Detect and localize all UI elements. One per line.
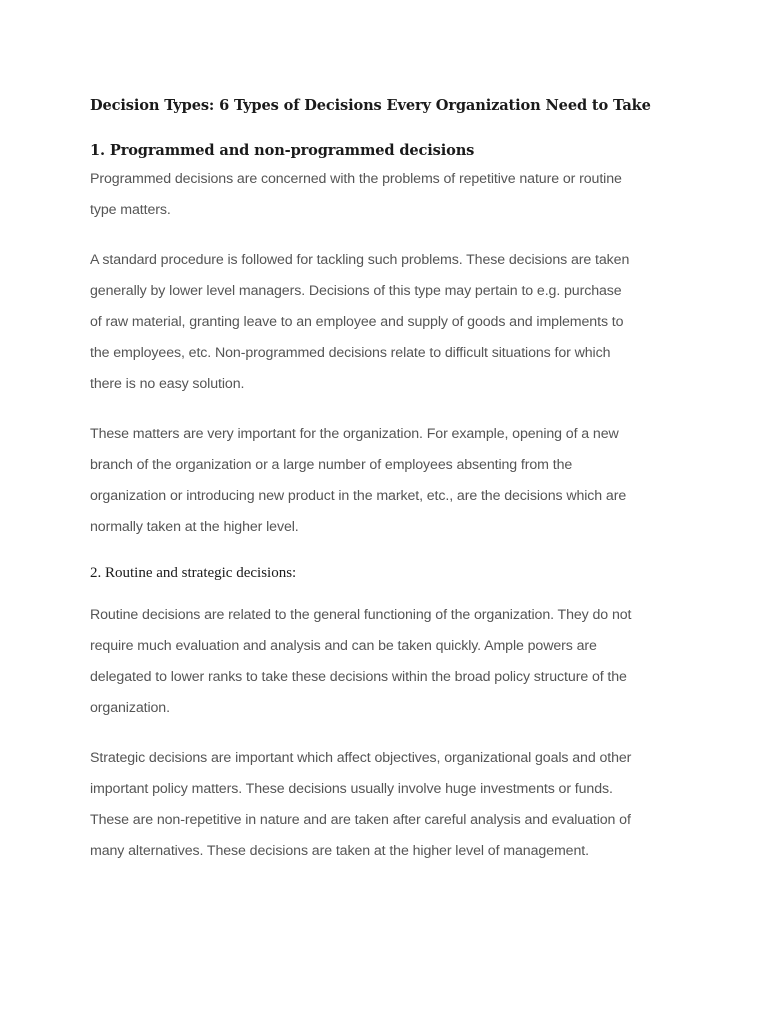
text-line: Programmed decisions are concerned with the problems of repetitive nature or routine xyxy=(90,171,622,187)
paragraph xyxy=(90,164,690,226)
text-line: These are non-repetitive in nature and are taken after careful analysis and evaluation of xyxy=(90,812,631,828)
text-line: Strategic decisions are important which affect objectives, organizational goals and other xyxy=(90,750,632,766)
paragraph xyxy=(90,600,690,724)
text-line: Routine decisions are related to the general functioning of the organization. They do not xyxy=(90,607,632,623)
paragraph xyxy=(90,419,690,543)
text-line: normally taken at the higher level. xyxy=(90,519,299,535)
text-line: generally by lower level managers. Decisions of this type may pertain to e.g. purchase xyxy=(90,283,622,299)
text-line: there is no easy solution. xyxy=(90,376,245,392)
text-line: require much evaluation and analysis and can be taken quickly. Ample powers are xyxy=(90,638,597,654)
text-line: important policy matters. These decisions usually involve huge investments or funds. xyxy=(90,781,613,797)
text-line: of raw material, granting leave to an employee and supply of goods and implements to xyxy=(90,314,624,330)
text-line: the employees, etc. Non-programmed decisions relate to difficult situations for which xyxy=(90,345,611,361)
text-line: A standard procedure is followed for tackling such problems. These decisions are taken xyxy=(90,252,630,268)
document-title: Decision Types: 6 Types of Decisions Every Organization Need to Take xyxy=(90,97,651,114)
text-line: organization. xyxy=(90,700,170,716)
section-heading-routine: 2. Routine and strategic decisions: xyxy=(90,565,297,581)
paragraph xyxy=(90,743,690,867)
text-line: many alternatives. These decisions are taken at the higher level of management. xyxy=(90,843,589,859)
section-heading-programmed: 1. Programmed and non-programmed decisions xyxy=(90,142,475,159)
text-line: delegated to lower ranks to take these decisions within the broad policy structure of the xyxy=(90,669,627,685)
text-line: type matters. xyxy=(90,202,171,218)
text-line: organization or introducing new product in the market, etc., are the decisions which are xyxy=(90,488,627,504)
text-line: These matters are very important for the organization. For example, opening of a new xyxy=(90,426,619,442)
document-body xyxy=(90,95,690,886)
text-line: branch of the organization or a large number of employees absenting from the xyxy=(90,457,573,473)
paragraph xyxy=(90,245,690,400)
